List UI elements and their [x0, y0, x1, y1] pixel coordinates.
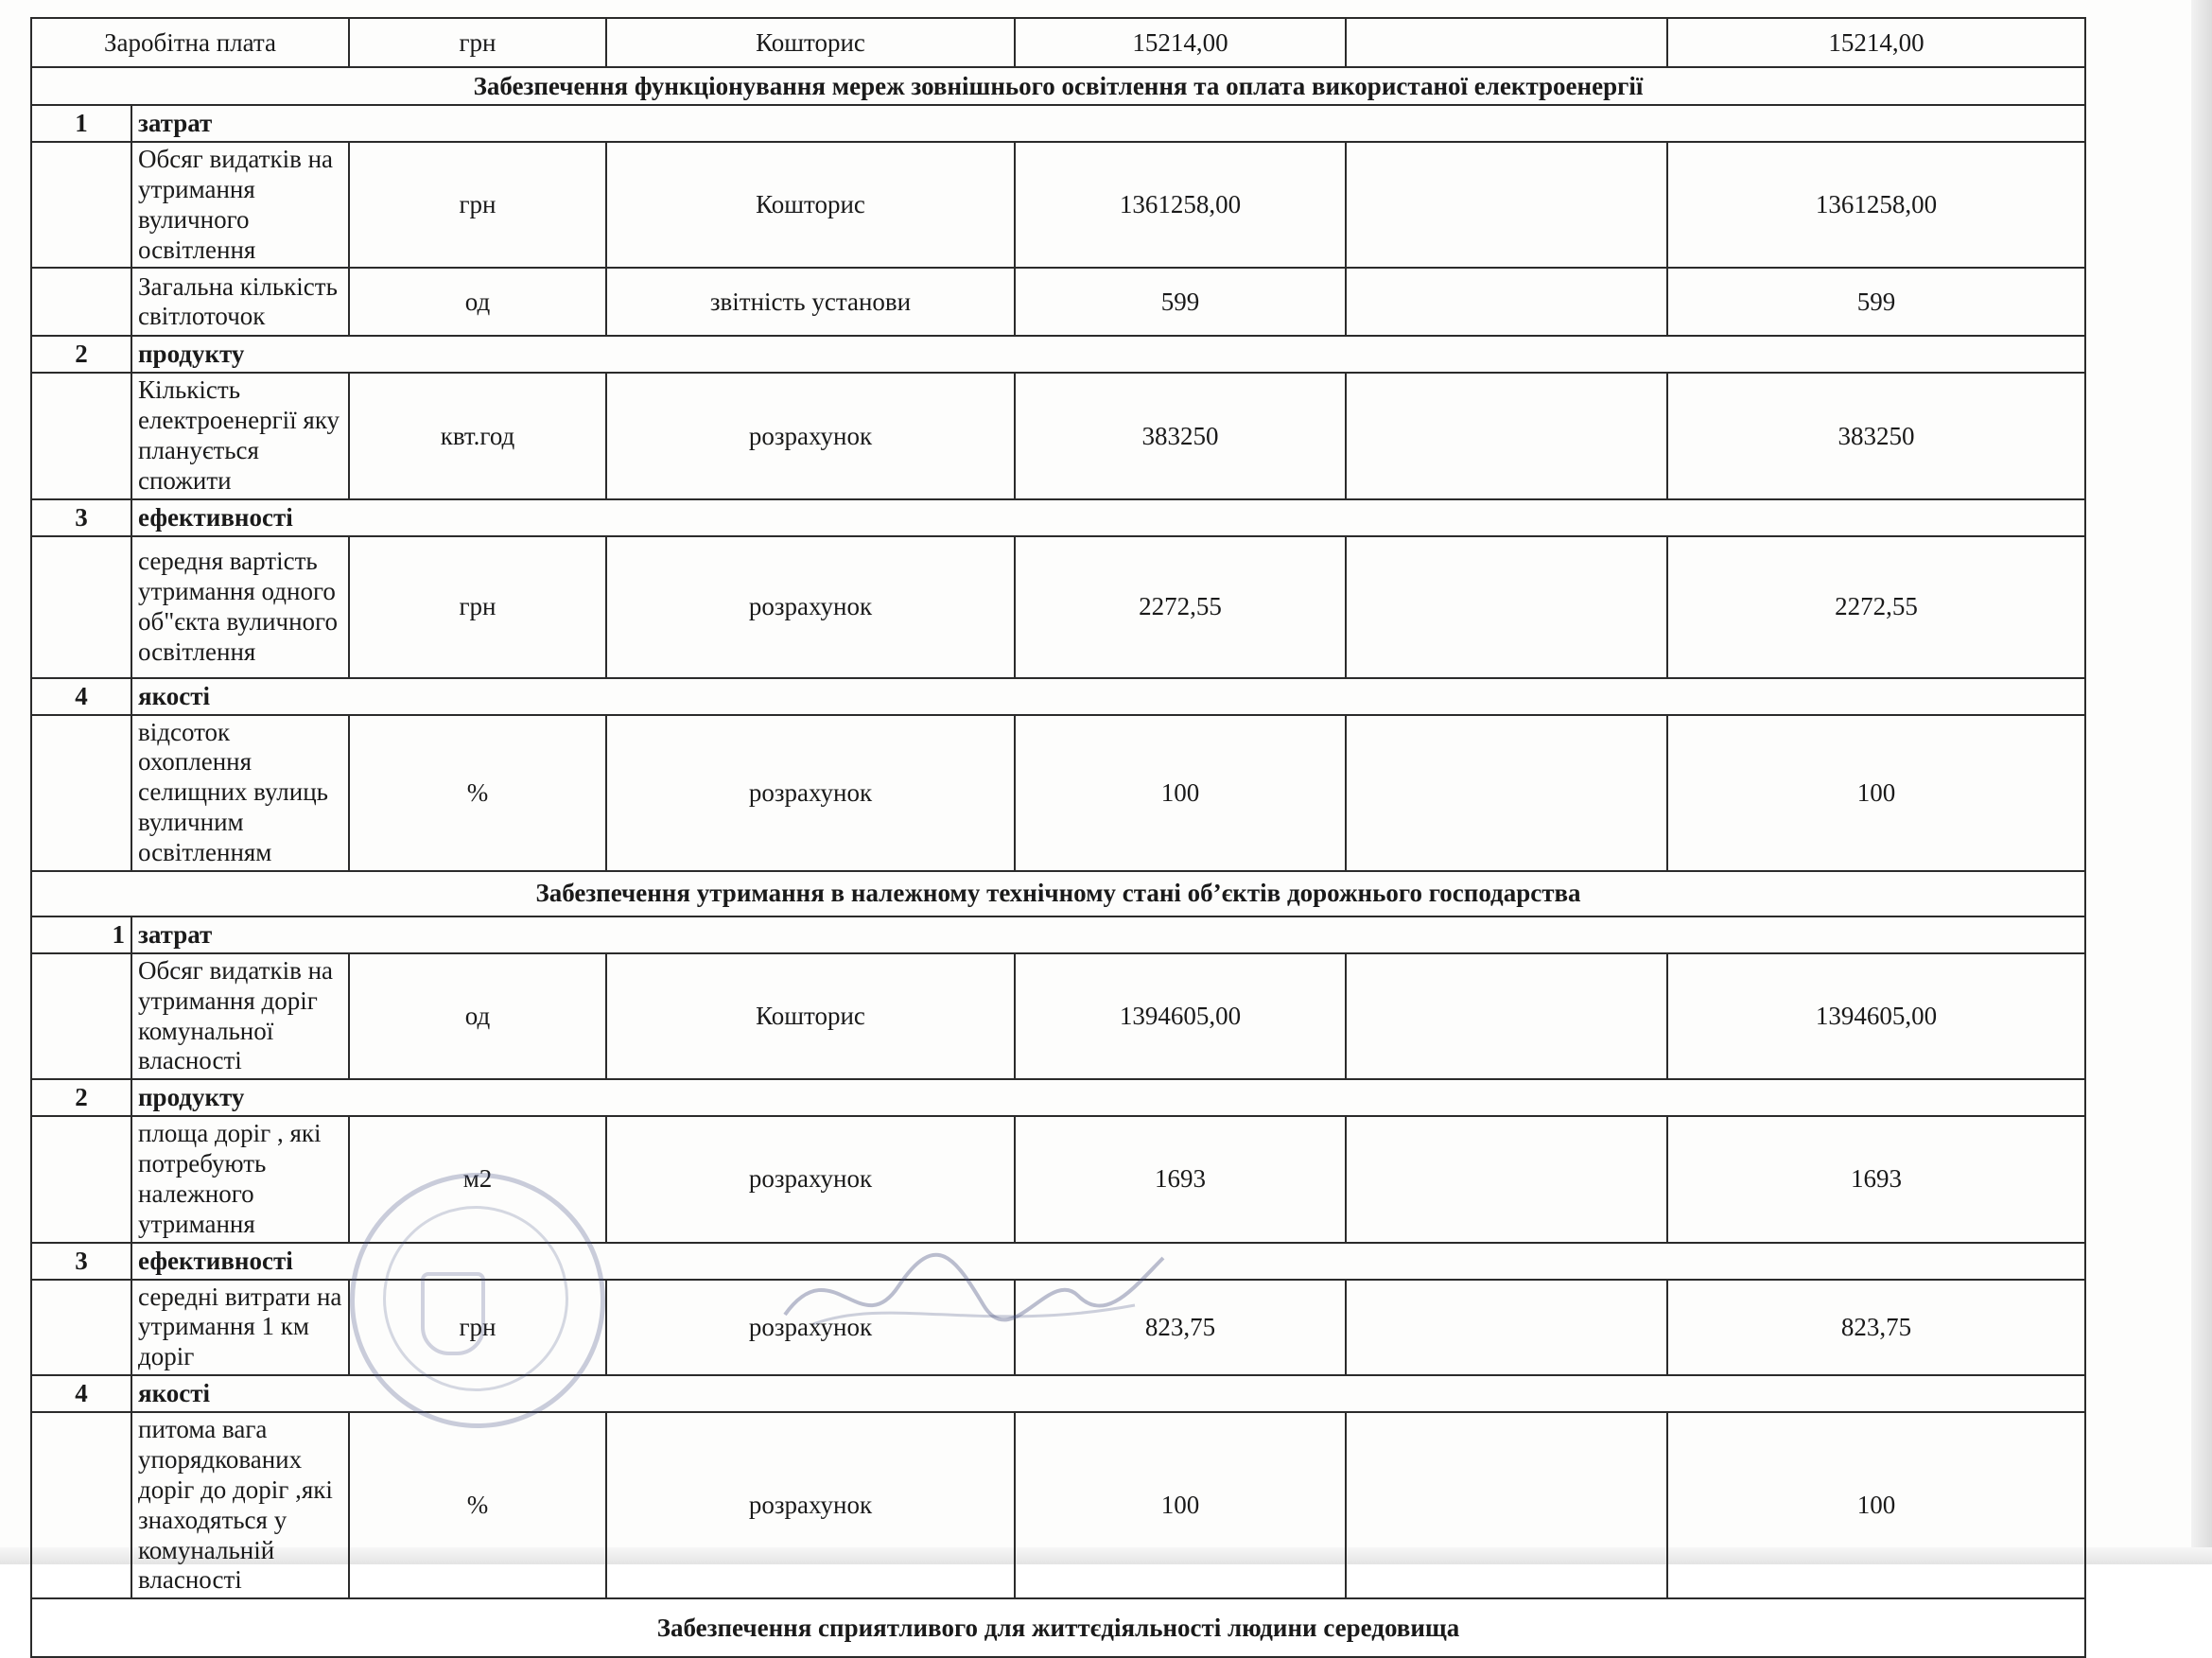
indicator-special-fund [1346, 18, 1667, 67]
indicator-source: розрахунок [606, 1412, 1015, 1598]
indicator-name: Обсяг видатків на утримання вуличного освітлення [131, 142, 349, 268]
group-row [31, 1079, 2085, 1116]
indicator-total: 383250 [1667, 373, 2085, 498]
table-row-salary [31, 18, 2085, 67]
indicator-general-fund: 1394605,00 [1015, 953, 1346, 1079]
indicator-unit: % [349, 1412, 606, 1598]
indicator-unit: грн [349, 142, 606, 268]
indicator-unit: грн [349, 18, 606, 67]
indicator-general-fund: 1693 [1015, 1116, 1346, 1242]
indicator-name: Загальна кількість світлоточок [131, 268, 349, 336]
indicator-unit: м2 [349, 1116, 606, 1242]
indicator-general-fund: 599 [1015, 268, 1346, 336]
group-label: продукту [131, 1079, 2085, 1116]
indicator-unit: од [349, 953, 606, 1079]
group-row [31, 499, 2085, 536]
indicator-source: розрахунок [606, 536, 1015, 678]
trident-emblem-icon [421, 1272, 485, 1355]
group-number: 4 [31, 1375, 131, 1412]
indicator-special-fund [1346, 1412, 1667, 1598]
indicator-source: розрахунок [606, 373, 1015, 498]
indicator-source: розрахунок [606, 1116, 1015, 1242]
indicator-name: питома вага упорядкованих доріг до доріг ,які знаходяться у комунальній власності [131, 1412, 349, 1598]
group-label: якості [131, 1375, 2085, 1412]
indicator-special-fund [1346, 1116, 1667, 1242]
section-header-row [31, 871, 2085, 916]
indicator-total: 1361258,00 [1667, 142, 2085, 268]
section-title-lighting: Забезпечення функціонування мереж зовнішнього освітлення та оплата використаної електроенергії [31, 67, 2085, 105]
group-number: 4 [31, 678, 131, 715]
indicator-name: відсоток охоплення селищних вулиць вуличним освітленням [131, 715, 349, 871]
indicator-total: 823,75 [1667, 1280, 2085, 1376]
indicator-source: розрахунок [606, 715, 1015, 871]
group-label: затрат [131, 916, 2085, 953]
group-row [31, 678, 2085, 715]
indicator-total: 599 [1667, 268, 2085, 336]
indicator-name: Обсяг видатків на утримання доріг комунальної власності [131, 953, 349, 1079]
indicator-special-fund [1346, 142, 1667, 268]
group-label: затрат [131, 105, 2085, 142]
indicator-general-fund: 2272,55 [1015, 536, 1346, 678]
table-row [31, 373, 2085, 498]
indicator-general-fund: 383250 [1015, 373, 1346, 498]
indicator-name: Кількість електроенергії яку планується спожити [131, 373, 349, 498]
scan-edge-shadow [2191, 0, 2212, 1564]
group-row [31, 105, 2085, 142]
group-number: 1 [31, 916, 131, 953]
indicator-special-fund [1346, 373, 1667, 498]
group-number: 3 [31, 499, 131, 536]
indicator-special-fund [1346, 715, 1667, 871]
group-label: ефективності [131, 499, 2085, 536]
table-row [31, 1412, 2085, 1598]
group-label: продукту [131, 336, 2085, 373]
indicator-source: Кошторис [606, 18, 1015, 67]
group-row [31, 1375, 2085, 1412]
group-number: 2 [31, 1079, 131, 1116]
indicator-name: Заробітна плата [31, 18, 349, 67]
group-label: якості [131, 678, 2085, 715]
indicator-total: 1693 [1667, 1116, 2085, 1242]
signature-icon [775, 1230, 1173, 1353]
indicator-special-fund [1346, 536, 1667, 678]
indicator-source: Кошторис [606, 142, 1015, 268]
indicator-total: 15214,00 [1667, 18, 2085, 67]
indicator-total: 100 [1667, 715, 2085, 871]
indicator-unit: од [349, 268, 606, 336]
group-row [31, 336, 2085, 373]
indicator-source: розрахунок [606, 1280, 1015, 1376]
section-header-row [31, 67, 2085, 105]
section-title-roads: Забезпечення утримання в належному технічному стані об’єктів дорожнього господарства [31, 871, 2085, 916]
indicator-name: середня вартість утримання одного об"єкта вуличного освітлення [131, 536, 349, 678]
indicator-source: звітність установи [606, 268, 1015, 336]
indicator-name: площа доріг , які потребують належного утримання [131, 1116, 349, 1242]
indicator-unit: квт.год [349, 373, 606, 498]
table-row [31, 268, 2085, 336]
indicator-total: 2272,55 [1667, 536, 2085, 678]
indicator-unit: грн [349, 1280, 606, 1376]
group-number: 3 [31, 1243, 131, 1280]
indicator-unit: грн [349, 536, 606, 678]
group-number: 1 [31, 105, 131, 142]
indicator-general-fund: 823,75 [1015, 1280, 1346, 1376]
table-row [31, 536, 2085, 678]
table-row [31, 1116, 2085, 1242]
section-title-environment: Забезпечення сприятливого для життєдіяльності людини середовища [31, 1598, 2085, 1657]
indicator-total: 1394605,00 [1667, 953, 2085, 1079]
indicator-general-fund: 15214,00 [1015, 18, 1346, 67]
indicator-special-fund [1346, 268, 1667, 336]
indicator-general-fund: 1361258,00 [1015, 142, 1346, 268]
table-row [31, 715, 2085, 871]
table-row [31, 953, 2085, 1079]
section-header-row [31, 1598, 2085, 1657]
indicator-source: Кошторис [606, 953, 1015, 1079]
group-label: ефективності [131, 1243, 2085, 1280]
indicator-name: середні витрати на утримання 1 км доріг [131, 1280, 349, 1376]
indicators-table [30, 17, 2086, 1658]
group-row [31, 916, 2085, 953]
indicator-special-fund [1346, 1280, 1667, 1376]
indicator-total: 100 [1667, 1412, 2085, 1598]
table-row [31, 142, 2085, 268]
indicator-unit: % [349, 715, 606, 871]
indicator-general-fund: 100 [1015, 715, 1346, 871]
indicator-general-fund: 100 [1015, 1412, 1346, 1598]
group-number: 2 [31, 336, 131, 373]
indicator-special-fund [1346, 953, 1667, 1079]
